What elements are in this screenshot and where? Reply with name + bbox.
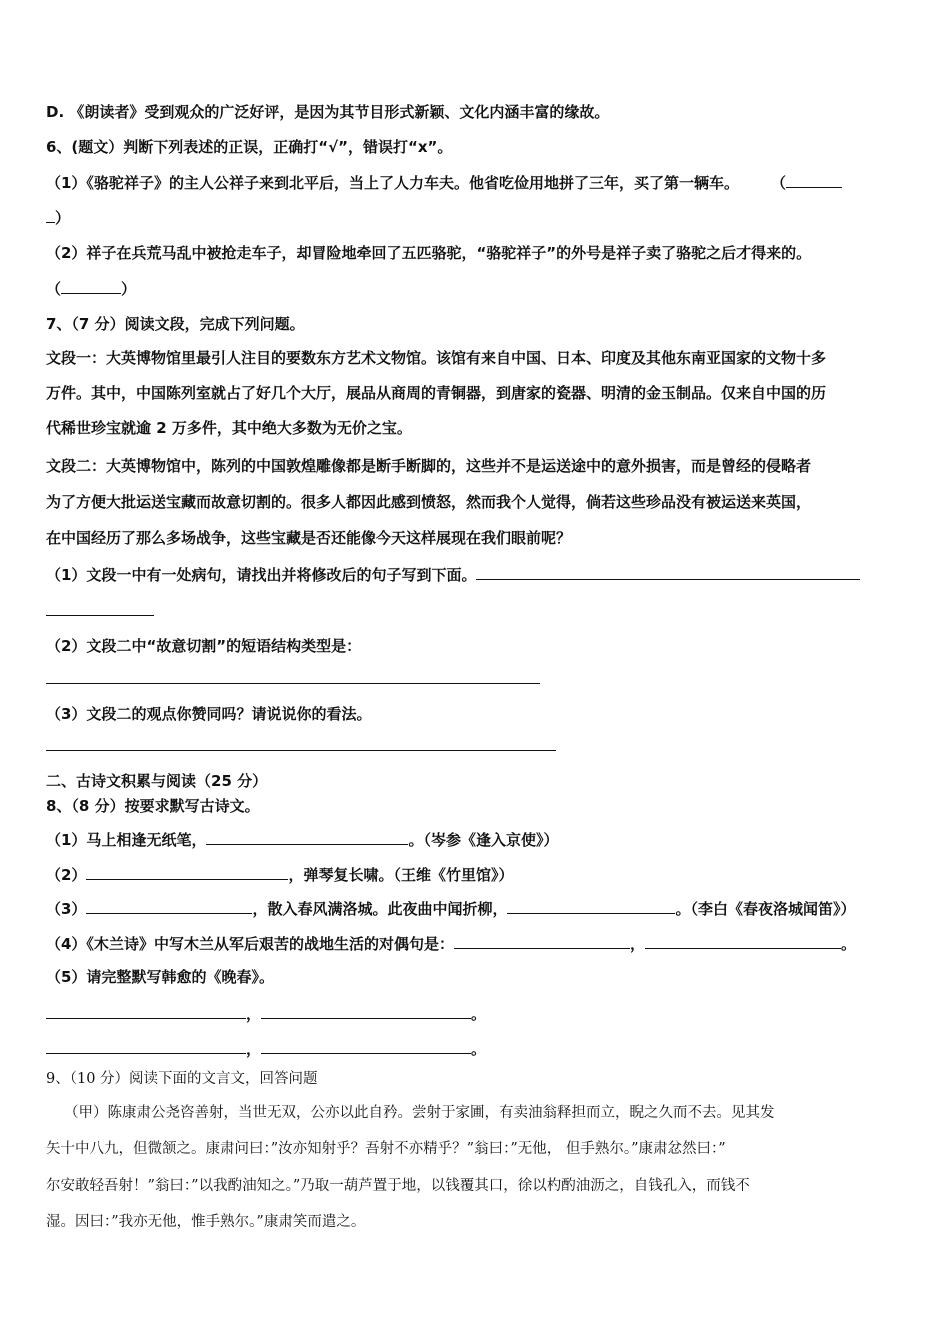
q7-para1-line1: 文段一：大英博物馆里最引人注目的要数东方艺术文物馆。该馆有来自中国、日本、印度及其他东南亚国家的文物十多 — [46, 349, 827, 367]
q7-para2-line2: 为了方便大批运送宝藏而故意切割的。很多人都因此感到愤怒，然而我个人觉得，倘若这些珍品没有被运送来英国， — [46, 493, 812, 511]
q8-item-4-period: 。 — [840, 935, 856, 953]
q6-item-1-close-paren: ） — [55, 209, 71, 227]
q9-text-line1: （甲）陈康肃公尧咨善射，当世无双，公亦以此自矜。尝射于家圃，有卖油翁释担而立，睨之久而不去。见其发 — [64, 1105, 775, 1121]
q8-item-3-number: （3） — [46, 900, 87, 918]
q7-para1-line2: 万件。其中，中国陈列室就占了好几个大厅，展品从商周的青铜器，到唐家的瓷器、明清的金玉制品。仅来自中国的历 — [46, 384, 827, 402]
q5-option-d: D. 《朗读者》受到观众的广泛好评，是因为其节目形式新颖、文化内涵丰富的缘故。 — [46, 103, 610, 121]
q8-item-5-blank-2[interactable] — [261, 1003, 471, 1019]
q8-item-2-number: （2） — [46, 866, 87, 884]
q8-item-3-source: 。（李白《春夜洛城闻笛》） — [675, 900, 856, 918]
q7-para2-line3: 在中国经历了那么多场战争，这些宝藏是否还能像今天这样展现在我们眼前呢？ — [46, 529, 572, 547]
q8-item-2 — [46, 864, 513, 885]
q6-item-1-text: （1）《骆驼祥子》的主人公祥子来到北平后，当上了人力车夫。他省吃俭用地拼了三年，买了第一辆车。 — [46, 174, 739, 192]
q6-item-2-answer — [46, 278, 136, 299]
q7-sub-1-text: （1）文段一中有一处病句，请找出并将修改后的句子写到下面。 — [46, 566, 477, 584]
q9-text-line4: 湿。因曰：”我亦无他，惟手熟尔。”康肃笑而遣之。 — [46, 1214, 366, 1230]
q6-item-1-open-paren: （ — [770, 174, 786, 192]
q8-item-5-period-2: 。 — [471, 1040, 487, 1058]
q8-item-2-prompt: ，弹琴复长啸。（王维《竹里馆》） — [288, 866, 514, 884]
q8-stem: 8、（8 分）按要求默写古诗文。 — [46, 797, 260, 815]
q6-stem: 6、(题文）判断下列表述的正误，正确打“√”，错误打“x”。 — [46, 138, 453, 156]
q8-item-1-blank[interactable] — [206, 829, 408, 845]
q8-item-4-prompt: （4）《木兰诗》中写木兰从军后艰苦的战地生活的对偶句是： — [46, 935, 454, 953]
q8-item-5-period-1: 。 — [471, 1005, 487, 1023]
q8-item-3 — [46, 898, 855, 919]
q6-item-1-answer-blank-cont[interactable] — [46, 207, 55, 223]
q8-item-5-blank-4[interactable] — [261, 1038, 471, 1054]
q6-item-2-open-paren: （ — [46, 280, 62, 298]
q6-item-2-answer-blank[interactable] — [61, 278, 121, 294]
q9-text-line3: 尔安敢轻吾射！”翁曰：”以我酌油知之。”乃取一葫芦置于地，以钱覆其口，徐以杓酌油沥之，自钱孔入，而钱不 — [46, 1178, 750, 1194]
q7-stem: 7、（7 分）阅读文段，完成下列问题。 — [46, 315, 305, 333]
q7-sub-3-answer-line[interactable] — [46, 750, 556, 751]
q6-item-2-close-paren: ） — [121, 280, 137, 298]
q7-para2-line1: 文段二：大英博物馆中，陈列的中国敦煌雕像都是断手断脚的，这些并不是运送途中的意外损害，而是曾经的侵略者 — [46, 457, 812, 475]
q8-item-4-blank-2[interactable] — [645, 933, 841, 949]
q8-item-5-blank-1[interactable] — [46, 1003, 246, 1019]
q6-item-1-cont — [46, 207, 70, 228]
q8-item-4-blank-1[interactable] — [454, 933, 630, 949]
q8-item-2-blank[interactable] — [86, 864, 288, 880]
q8-item-5-comma-2: ， — [246, 1040, 262, 1058]
q8-item-5: （5）请完整默写韩愈的《晚春》。 — [46, 968, 274, 986]
q7-sub-2-answer-line[interactable] — [46, 683, 540, 684]
q8-item-3-prompt: ，散入春风满洛城。此夜曲中闻折柳， — [252, 900, 508, 918]
q7-sub-2: （2）文段二中“故意切割”的短语结构类型是： — [46, 637, 362, 655]
q8-item-3-blank-2[interactable] — [507, 898, 675, 914]
q8-item-1 — [46, 829, 558, 850]
q8-item-1-source: 。（岑参《逢入京使》） — [408, 831, 559, 849]
q8-item-4 — [46, 933, 856, 954]
q6-item-1 — [46, 172, 842, 193]
q7-sub-1 — [46, 564, 860, 585]
q6-item-1-answer-blank[interactable] — [786, 172, 842, 188]
q9-text-line2: 矢十中八九，但微颔之。康肃问曰：”汝亦知射乎？吾射不亦精乎？”翁曰：”无他， 但手熟尔。”康肃忿然曰：” — [46, 1141, 726, 1157]
q8-item-1-prompt: （1）马上相逢无纸笔， — [46, 831, 207, 849]
q7-sub-1-answer-line[interactable] — [46, 615, 154, 616]
q7-para1-line3: 代稀世珍宝就逾 2 万多件，其中绝大多数为无价之宝。 — [46, 419, 412, 437]
q6-item-2: （2）祥子在兵荒马乱中被抢走车子，却冒险地牵回了五匹骆驼，“骆驼祥子”的外号是祥子卖了骆驼之后才得来的。 — [46, 244, 812, 262]
q8-item-5-blank-3[interactable] — [46, 1038, 246, 1054]
section-2-title: 二、古诗文积累与阅读（25 分） — [46, 772, 268, 790]
q8-item-5-line-2 — [46, 1038, 486, 1059]
q8-item-5-comma-1: ， — [246, 1005, 262, 1023]
q8-item-4-comma: ， — [629, 935, 645, 953]
q8-item-5-line-1 — [46, 1003, 486, 1024]
q8-item-3-blank-1[interactable] — [86, 898, 252, 914]
q7-sub-3: （3）文段二的观点你赞同吗？请说说你的看法。 — [46, 705, 372, 723]
q7-sub-1-answer-blank[interactable] — [476, 564, 860, 580]
q9-stem: 9、（10 分）阅读下面的文言文，回答问题 — [46, 1071, 318, 1087]
